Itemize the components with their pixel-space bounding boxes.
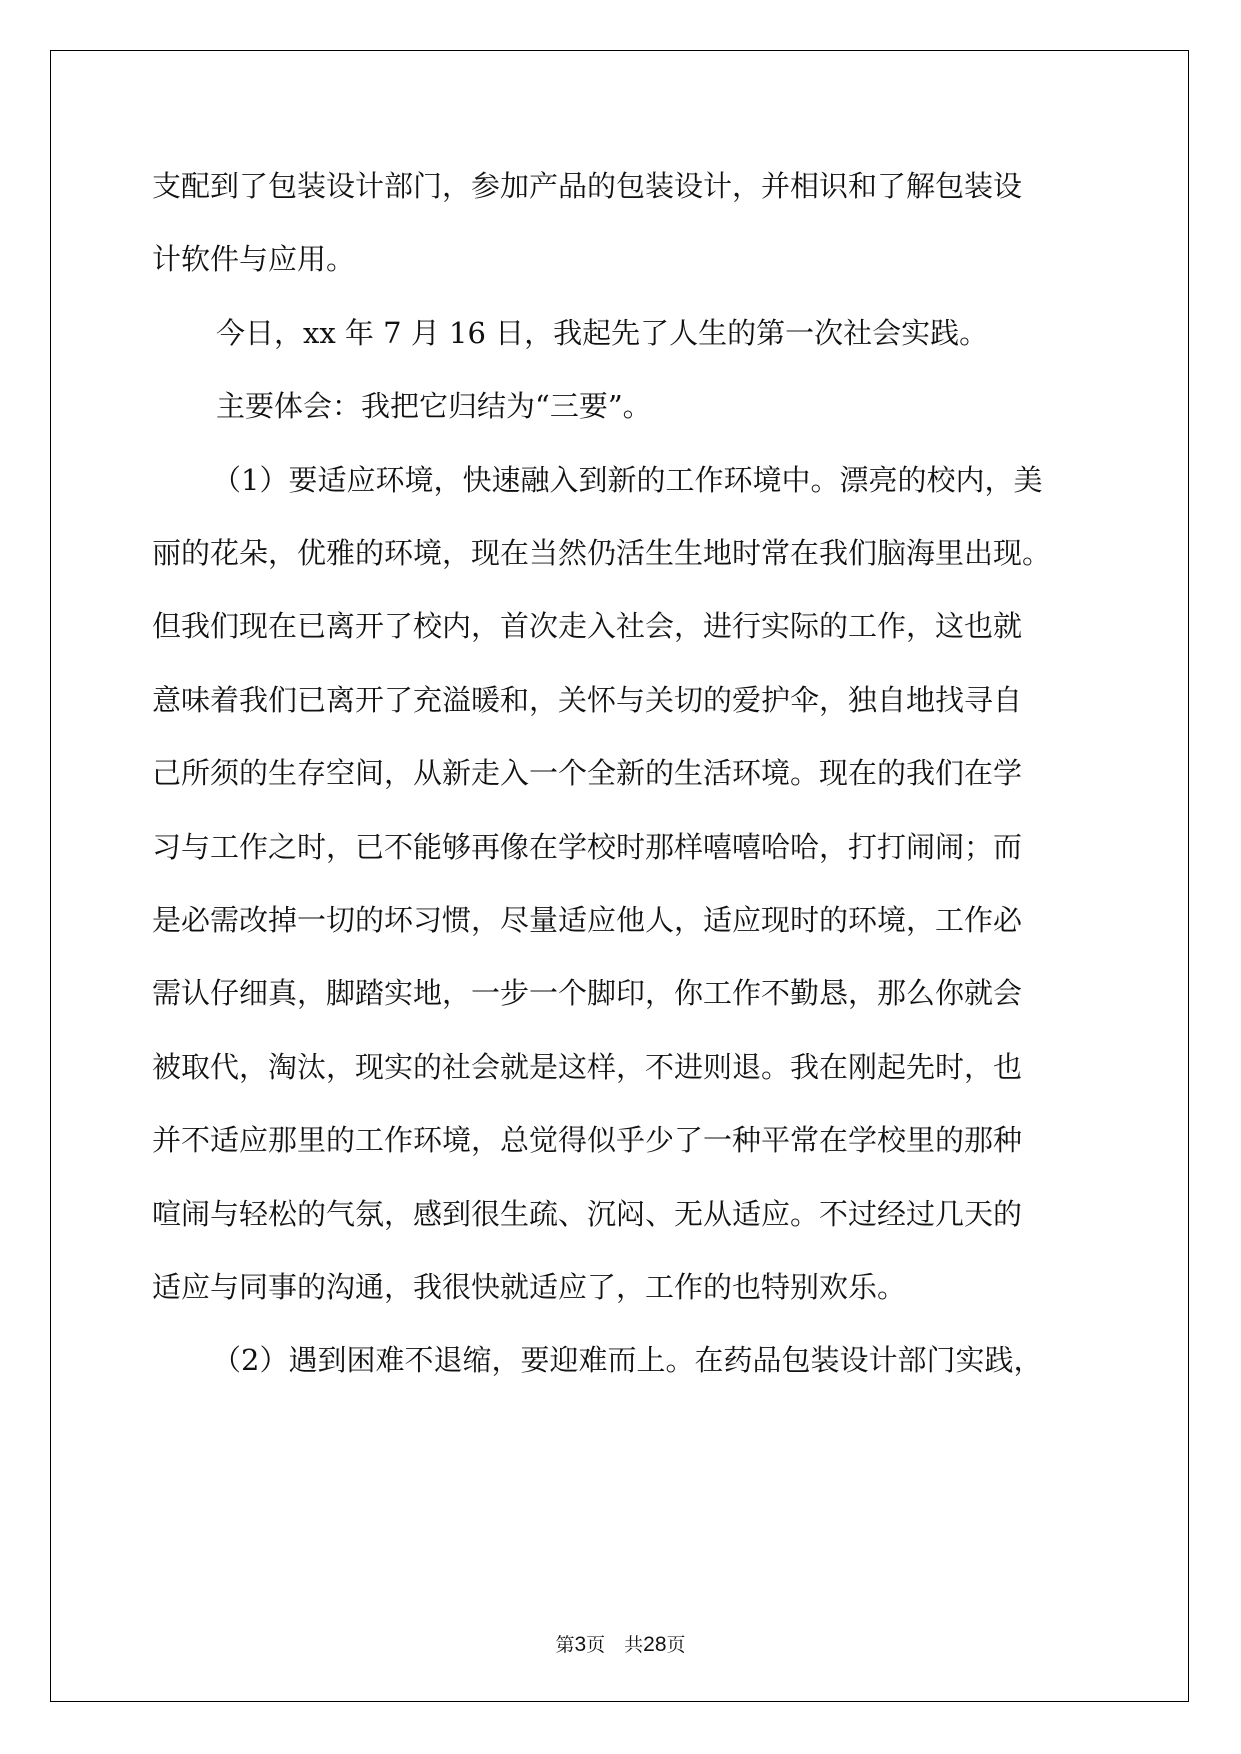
text-line: 适应与同事的沟通，我很快就适应了，工作的也特别欢乐。 bbox=[152, 1270, 907, 1304]
text-line: 己所须的生存空间，从新走入一个全新的生活环境。现在的我们在学 bbox=[152, 756, 1023, 790]
footer-page-mid: 页 共 bbox=[586, 1634, 644, 1656]
text-line: 是必需改掉一切的坏习惯，尽量适应他人，适应现时的环境，工作必 bbox=[152, 903, 1023, 937]
text-line: 需认仔细真，脚踏实地，一步一个脚印，你工作不勤恳，那么你就会 bbox=[152, 976, 1023, 1010]
text-line: 喧闹与轻松的气氛，感到很生疏、沉闷、无从适应。不过经过几天的 bbox=[152, 1197, 1023, 1231]
text-line: （2）遇到困难不退缩，要迎难而上。在药品包装设计部门实践， bbox=[212, 1343, 1043, 1377]
text-line: （1）要适应环境，快速融入到新的工作环境中。漂亮的校内，美 bbox=[212, 463, 1043, 497]
footer-page-prefix: 第 bbox=[555, 1634, 575, 1656]
text-line: 被取代，淘汰，现实的社会就是这样，不进则退。我在刚起先时，也 bbox=[152, 1050, 1023, 1084]
text-line: 并不适应那里的工作环境，总觉得似乎少了一种平常在学校里的那种 bbox=[152, 1123, 1023, 1157]
footer-page-suffix: 页 bbox=[666, 1634, 686, 1656]
footer-total-pages: 28 bbox=[643, 1633, 667, 1656]
text-line: 计软件与应用。 bbox=[152, 242, 356, 276]
text-line: 支配到了包装设计部门，参加产品的包装设计，并相识和了解包装设 bbox=[152, 169, 1023, 203]
text-line: 主要体会：我把它归结为“三要”。 bbox=[216, 389, 652, 423]
text-line: 今日，xx 年 7 月 16 日，我起先了人生的第一次社会实践。 bbox=[216, 316, 989, 350]
page-border bbox=[50, 50, 1189, 1702]
text-line: 习与工作之时，已不能够再像在学校时那样嘻嘻哈哈，打打闹闹；而 bbox=[152, 830, 1023, 864]
text-line: 意味着我们已离开了充溢暖和，关怀与关切的爱护伞，独自地找寻自 bbox=[152, 683, 1023, 717]
page-footer bbox=[0, 1630, 1241, 1657]
footer-current-page: 3 bbox=[574, 1633, 587, 1656]
text-line: 丽的花朵，优雅的环境，现在当然仍活生生地时常在我们脑海里出现。 bbox=[152, 536, 1052, 570]
text-line: 但我们现在已离开了校内，首次走入社会，进行实际的工作，这也就 bbox=[152, 609, 1023, 643]
